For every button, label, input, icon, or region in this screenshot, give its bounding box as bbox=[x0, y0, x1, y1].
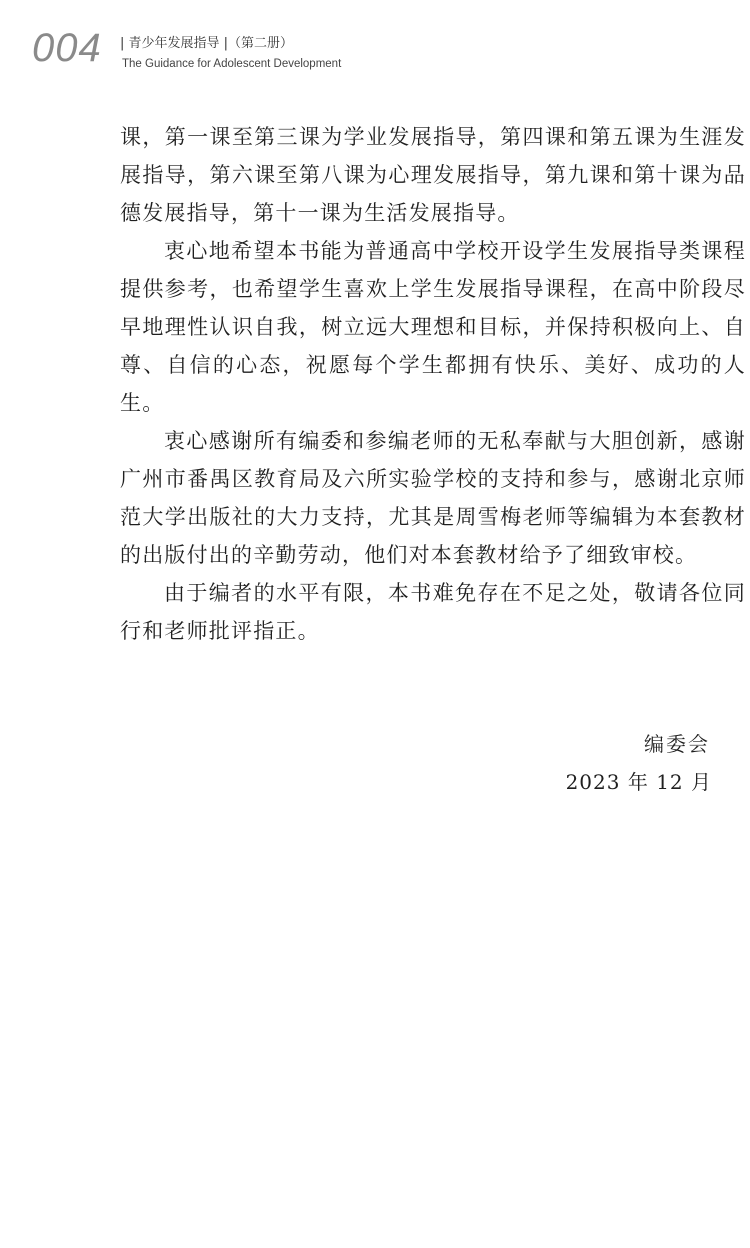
signature-date: 2023 年 12 月 bbox=[565, 770, 712, 794]
signature-block bbox=[566, 725, 712, 801]
signature-author: 编委会 bbox=[644, 732, 710, 756]
page-header bbox=[32, 28, 432, 76]
paragraph-wishes: 衷心地希望本书能为普通高中学校开设学生发展指导类课程提供参考，也希望学生喜欢上学生发展指导课程，在高中阶段尽早地理性认识自我，树立远大理想和目标，并保持积极向上、自尊、自信的心态，祝愿每个学生都拥有快乐、美好、成功的人生。 bbox=[120, 239, 746, 415]
paragraph-acknowledgements: 衷心感谢所有编委和参编老师的无私奉献与大胆创新，感谢广州市番禺区教育局及六所实验学校的支持和参与，感谢北京师范大学出版社的大力支持，尤其是周雪梅老师等编辑为本套教材的出版付出的辛勤劳动，他们对本套教材给予了细致审校。 bbox=[120, 429, 746, 567]
book-title-en: The Guidance for Adolescent Development bbox=[122, 58, 342, 70]
book-title-cn: | 青少年发展指导 |（第二册） bbox=[120, 36, 294, 51]
body-text bbox=[120, 118, 746, 650]
page-number: 004 bbox=[32, 26, 102, 70]
paragraph-continued: 课，第一课至第三课为学业发展指导，第四课和第五课为生涯发展指导，第六课至第八课为心理发展指导，第九课和第十课为品德发展指导，第十一课为生活发展指导。 bbox=[120, 125, 746, 225]
paragraph-disclaimer: 由于编者的水平有限，本书难免存在不足之处，敬请各位同行和老师批评指正。 bbox=[120, 581, 746, 643]
